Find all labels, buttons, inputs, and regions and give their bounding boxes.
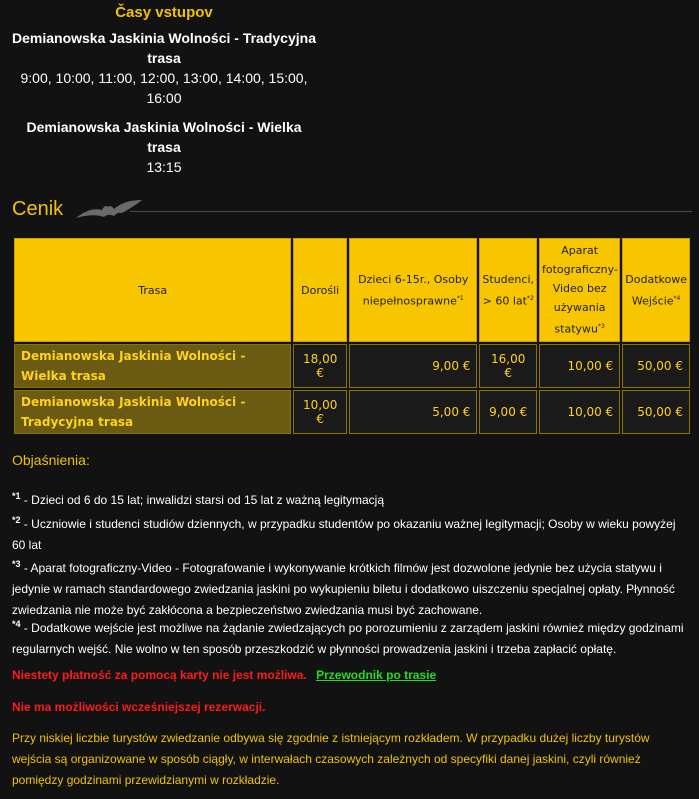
header-adults: Dorośli (293, 238, 347, 342)
explanations-title: Objaśnienia: (12, 452, 90, 468)
header-camera: Aparat fotograficzny-Video bez używania statywu$^{*3}$ (539, 238, 620, 342)
price-children: 9,00 € (349, 344, 477, 388)
price-children: 5,00 € (349, 390, 477, 434)
table-row (14, 390, 690, 434)
price-camera: 10,00 € (539, 390, 620, 434)
footnote: $^{*2}$ - Uczniowie i studenci studiów dziennych, w przypadku studentów po okazaniu ważnej legitymacji; Osoby w wieku powyżej 60 lat (12, 515, 676, 552)
price-students: 16,00 € (479, 344, 537, 388)
route-schedule (8, 117, 320, 177)
route-cell: Demianowska Jaskinia Wolności - Wielka trasa (14, 344, 291, 388)
header-route: Trasa (14, 238, 291, 342)
price-extra-entry: 50,00 € (622, 344, 690, 388)
price-extra-entry: 50,00 € (622, 390, 690, 434)
divider (130, 211, 692, 212)
payment-notice (12, 668, 436, 682)
price-list-title: Cenik (12, 198, 64, 220)
header-extra-entry: Dodatkowe Wejście$^{*4}$ (622, 238, 690, 342)
schedule-info: Przy niskiej liczbie turystów zwiedzanie odbywa się zgodnie z istniejącym rozkładem. W przypadku dużej liczby turystów wejścia są organizowane w sposób ciągły, w interwałach czasowych zależnych od specyfiki danej jaskini, czyli również pomiędzy godzinami przewidzianymi w rozkładzie. (12, 731, 650, 787)
price-adults: 10,00 € (293, 390, 347, 434)
price-students: 9,00 € (479, 390, 537, 434)
route-name: Demianowska Jaskinia Wolności - Wielka trasa (26, 119, 302, 155)
header-students: Studenci, > 60 lat$^{*2}$ (479, 238, 537, 342)
price-list-heading (12, 196, 692, 226)
route-guide-link[interactable]: Przewodnik po trasie (316, 668, 437, 682)
header-children: Dzieci 6-15r., Osoby niepełnosprawne$^{*1}$ (349, 238, 477, 342)
footnote: $^{*4}$ - Dodatkowe wejście jest możliwe na żądanie zwiedzających po porozumieniu z zarządem jaskini również między godzinami regularnych wejść. Nie wolno w ten sposób przeszkodzić w płynności prowadzenia jaskini i trzeba zapłacić opłatę. (12, 619, 684, 656)
price-adults: 18,00 € (293, 344, 347, 388)
footnote: $^{*1}$ - Dzieci od 6 do 15 lat; inwalidzi starsi od 15 lat z ważną legitymacją (12, 491, 385, 507)
price-camera: 10,00 € (539, 344, 620, 388)
route-times: 13:15 (146, 159, 182, 175)
route-name: Demianowska Jaskinia Wolności - Tradycyjna trasa (12, 30, 316, 66)
entry-times-title: Časy vstupov (115, 4, 213, 21)
route-schedule (8, 28, 320, 108)
route-cell: Demianowska Jaskinia Wolności - Tradycyjna trasa (14, 390, 291, 434)
footnote: $^{*3}$ - Aparat fotograficzny-Video - Fotografowanie i wykonywanie krótkich filmów jest dozwolone jedynie bez użycia statywu i jedynie w ramach standardowego zwiedzania jaskini po wykupieniu biletu i dodatkowo uiszczeniu specjalnej opłaty. Płynność zwiedzania nie może być zakłócona a bezpieczeństwo zwiedzania musi być zachowane. (12, 559, 675, 617)
table-row (14, 344, 690, 388)
reservation-warning: Nie ma możliwości wcześniejszej rezerwacji. (12, 700, 266, 714)
price-table (12, 236, 692, 436)
route-times: 9:00, 10:00, 11:00, 12:00, 13:00, 14:00, 15:00, 16:00 (20, 70, 308, 106)
card-payment-warning: Niestety płatność za pomocą karty nie jest możliwa. (12, 668, 307, 682)
table-header-row (14, 238, 690, 342)
bat-icon (76, 198, 142, 220)
